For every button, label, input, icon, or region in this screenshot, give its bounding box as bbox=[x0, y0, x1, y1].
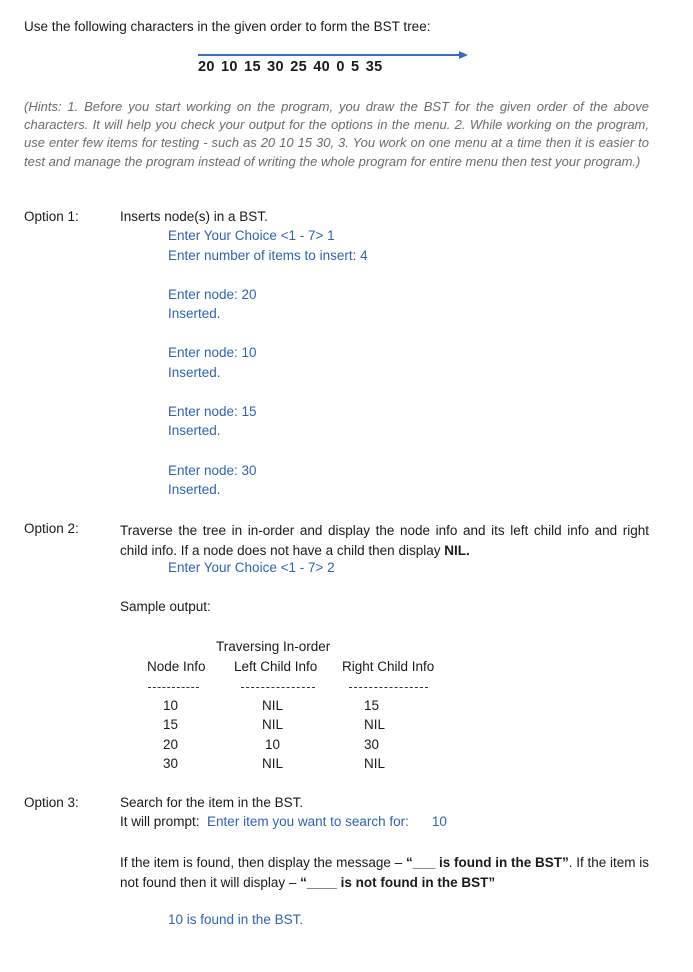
table-cell: 30 bbox=[364, 737, 380, 752]
option2-desc-text: Traverse the tree in in-order and display the node info and its left child info and right child info. If a node does not have a child then display bbox=[120, 523, 649, 558]
node-prompt: Enter node: 10 bbox=[168, 345, 257, 360]
node-prompt: Enter node: 15 bbox=[168, 404, 257, 419]
table-cell: 20 bbox=[163, 737, 179, 752]
node-result: Inserted. bbox=[168, 365, 221, 380]
table-cell: 10 bbox=[265, 737, 281, 752]
node-result: Inserted. bbox=[168, 482, 221, 497]
not-found-message: “____ is not found in the BST” bbox=[300, 874, 496, 890]
table-cell: NIL bbox=[262, 756, 284, 771]
table-cell: NIL bbox=[364, 717, 386, 732]
option2-choice: Enter Your Choice <1 - 7> 2 bbox=[168, 560, 335, 575]
option3-found-paragraph bbox=[120, 853, 649, 892]
table-cell: NIL bbox=[262, 717, 284, 732]
table-cell: 15 bbox=[163, 717, 179, 732]
table-title: Traversing In-order bbox=[216, 639, 331, 654]
arrow-line bbox=[198, 54, 460, 56]
node-result: Inserted. bbox=[168, 423, 221, 438]
found-text-2: . If the item is not found then it will display – bbox=[120, 855, 650, 890]
intro-text: Use the following characters in the given order to form the BST tree: bbox=[24, 19, 431, 34]
found-message: “___ is found in the BST” bbox=[405, 855, 569, 870]
node-prompt: Enter node: 20 bbox=[168, 287, 257, 302]
table-cell: 10 bbox=[163, 698, 179, 713]
table-cell: 30 bbox=[163, 756, 179, 771]
option2-label: Option 2: bbox=[24, 521, 79, 536]
divider bbox=[148, 687, 199, 688]
hints-paragraph: (Hints: 1. Before you start working on the program, you draw the BST for the given order of the above characters. It will help you check your output for the options in the menu. 2. While working on the program, use enter few items for testing - such as 20 10 15 30, 3. You work on one menu at a time then it is easier to test and manage the program instead of writing the whole program for entire menu then test your program.) bbox=[24, 99, 649, 169]
table-cell: NIL bbox=[262, 698, 284, 713]
sample-output-label: Sample output: bbox=[120, 599, 211, 614]
table-cell: 15 bbox=[364, 698, 380, 713]
option1-label: Option 1: bbox=[24, 209, 79, 224]
found-text-1: If the item is found, then display the message – bbox=[120, 855, 406, 870]
nil-bold-text: NIL. bbox=[444, 542, 470, 558]
header-left-child: Left Child Info bbox=[234, 659, 318, 674]
option3-desc: Search for the item in the BST. bbox=[120, 795, 304, 810]
option1-count: Enter number of items to insert: 4 bbox=[168, 248, 368, 263]
option2-desc bbox=[120, 521, 649, 560]
prompt-text: Enter item you want to search for: bbox=[207, 814, 409, 829]
prompt-value: 10 bbox=[431, 814, 447, 829]
option3-label: Option 3: bbox=[24, 795, 79, 810]
arrow-right-icon bbox=[459, 51, 468, 59]
header-node-info: Node Info bbox=[147, 659, 206, 674]
node-result: Inserted. bbox=[168, 306, 221, 321]
search-result: 10 is found in the BST. bbox=[168, 912, 304, 927]
bst-sequence: 20 10 15 30 25 40 0 5 35 bbox=[198, 59, 383, 75]
option3-prompt-line bbox=[120, 814, 447, 829]
option1-desc: Inserts node(s) in a BST. bbox=[120, 209, 268, 224]
node-prompt: Enter node: 30 bbox=[168, 463, 257, 478]
option1-choice: Enter Your Choice <1 - 7> 1 bbox=[168, 228, 335, 243]
divider bbox=[349, 687, 428, 688]
divider bbox=[241, 687, 315, 688]
header-right-child: Right Child Info bbox=[342, 659, 435, 674]
prompt-label: It will prompt: bbox=[120, 814, 200, 829]
table-cell: NIL bbox=[364, 756, 386, 771]
